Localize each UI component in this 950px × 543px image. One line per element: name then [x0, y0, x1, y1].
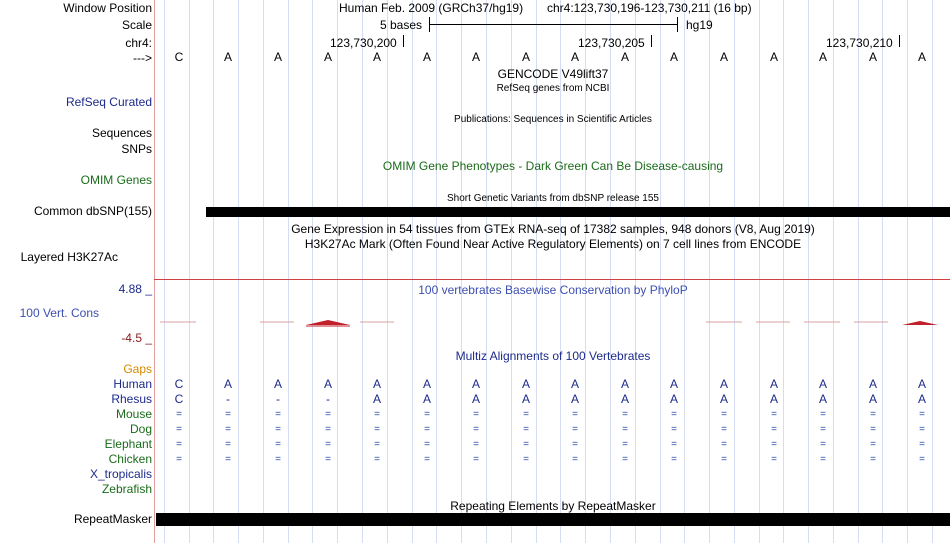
alignment-dash-dog: =	[870, 424, 876, 435]
rhesus-base: A	[570, 392, 579, 406]
scale-bar	[430, 24, 677, 25]
alignment-dash-dog: =	[473, 424, 479, 435]
ref-base: A	[868, 50, 877, 64]
label-scale: Scale	[121, 18, 152, 32]
ref-base: A	[570, 50, 579, 64]
alignment-dash-chicken: =	[721, 454, 727, 465]
human-base: A	[719, 377, 728, 391]
rhesus-base: A	[917, 392, 926, 406]
alignment-dash-chicken: =	[870, 454, 876, 465]
human-base: A	[868, 377, 877, 391]
alignment-dash-elephant: =	[622, 439, 628, 450]
alignment-dash-chicken: =	[473, 454, 479, 465]
phylop-wiggle	[156, 315, 950, 331]
alignment-dash-chicken: =	[771, 454, 777, 465]
human-base: A	[620, 377, 629, 391]
alignment-dash-mouse: =	[275, 409, 281, 420]
track-multiz-title[interactable]: Multiz Alignments of 100 Vertebrates	[455, 349, 651, 363]
alignment-dash-elephant: =	[671, 439, 677, 450]
label-strand-arrow: --->	[133, 51, 152, 65]
alignment-dash-dog: =	[820, 424, 826, 435]
ref-base: A	[372, 50, 381, 64]
alignment-dash-mouse: =	[919, 409, 925, 420]
alignment-dash-mouse: =	[374, 409, 380, 420]
alignment-dash-dog: =	[919, 424, 925, 435]
alignment-dash-mouse: =	[473, 409, 479, 420]
alignment-dash-elephant: =	[374, 439, 380, 450]
human-base: A	[521, 377, 530, 391]
human-base: A	[570, 377, 579, 391]
rhesus-base: -	[326, 392, 330, 406]
alignment-dash-chicken: =	[671, 454, 677, 465]
human-base: A	[471, 377, 480, 391]
label-common-dbsnp[interactable]: Common dbSNP(155)	[33, 204, 152, 218]
label-cons-max: 4.88 _	[118, 282, 152, 296]
human-base: A	[422, 377, 431, 391]
human-base: A	[669, 377, 678, 391]
label-snps[interactable]: SNPs	[121, 142, 152, 156]
ref-base: A	[769, 50, 778, 64]
human-base: C	[174, 377, 184, 391]
human-base: A	[769, 377, 778, 391]
label-sequences[interactable]: Sequences	[91, 126, 152, 140]
alignment-dash-elephant: =	[325, 439, 331, 450]
human-base: A	[917, 377, 926, 391]
coord-label-2: 123,730,205	[578, 36, 645, 50]
cons-top-line	[154, 279, 950, 280]
track-h3k27ac-title[interactable]: H3K27Ac Mark (Often Found Near Active Regulatory Elements) on 7 cell lines from ENCODE	[304, 237, 802, 251]
rhesus-base: -	[276, 392, 280, 406]
position-text: chr4:123,730,196-123,730,211 (16 bp)	[547, 1, 752, 15]
coord-tick-1	[403, 35, 404, 47]
ref-base: A	[719, 50, 728, 64]
human-base: A	[223, 377, 232, 391]
label-refseq-curated[interactable]: RefSeq Curated	[65, 95, 152, 109]
label-species-mouse[interactable]: Mouse	[115, 407, 152, 421]
rhesus-base: A	[372, 392, 381, 406]
alignment-dash-chicken: =	[572, 454, 578, 465]
alignment-dash-dog: =	[572, 424, 578, 435]
ref-base: A	[669, 50, 678, 64]
rhesus-base: A	[769, 392, 778, 406]
track-publications-title[interactable]: Publications: Sequences in Scientific Articles	[454, 114, 652, 125]
ref-base: A	[471, 50, 480, 64]
rhesus-base: A	[669, 392, 678, 406]
rhesus-base: A	[422, 392, 431, 406]
alignment-dash-mouse: =	[523, 409, 529, 420]
human-base: A	[273, 377, 282, 391]
alignment-dash-mouse: =	[424, 409, 430, 420]
dbsnp-feature-bar[interactable]	[206, 207, 950, 217]
label-omim-genes[interactable]: OMIM Genes	[80, 173, 152, 187]
alignment-dash-mouse: =	[820, 409, 826, 420]
rhesus-base: A	[620, 392, 629, 406]
label-species-human[interactable]: Human	[113, 377, 152, 391]
label-species-zebrafish[interactable]: Zebrafish	[101, 482, 152, 496]
track-phylop-title[interactable]: 100 vertebrates Basewise Conservation by PhyloP	[418, 283, 688, 297]
alignment-dash-chicken: =	[176, 454, 182, 465]
ref-base: C	[174, 50, 184, 64]
label-100-vert-cons[interactable]: 100 Vert. Cons	[19, 306, 99, 320]
alignment-dash-chicken: =	[374, 454, 380, 465]
label-species-x-tropicalis[interactable]: X_tropicalis	[89, 467, 152, 481]
rhesus-base: A	[719, 392, 728, 406]
alignment-dash-elephant: =	[870, 439, 876, 450]
rhesus-base: A	[471, 392, 480, 406]
rhesus-base: A	[521, 392, 530, 406]
label-window-position: Window Position	[63, 1, 152, 15]
alignment-dash-mouse: =	[176, 409, 182, 420]
alignment-dash-elephant: =	[275, 439, 281, 450]
alignment-dash-dog: =	[176, 424, 182, 435]
alignment-dash-dog: =	[771, 424, 777, 435]
ref-base: A	[917, 50, 926, 64]
alignment-dash-mouse: =	[225, 409, 231, 420]
human-base: A	[372, 377, 381, 391]
repeatmasker-feature-bar[interactable]	[156, 513, 950, 526]
alignment-dash-chicken: =	[275, 454, 281, 465]
rhesus-base: C	[174, 392, 184, 406]
alignment-dash-dog: =	[275, 424, 281, 435]
alignment-dash-elephant: =	[771, 439, 777, 450]
coord-tick-3	[899, 35, 900, 47]
label-layered-h3k27ac[interactable]: Layered H3K27Ac	[20, 250, 118, 264]
scale-bar-right-tick	[677, 17, 678, 32]
alignment-dash-dog: =	[622, 424, 628, 435]
track-gencode-title[interactable]: GENCODE V49lift37	[497, 67, 609, 81]
label-species-dog[interactable]: Dog	[129, 422, 152, 436]
ref-base: A	[223, 50, 232, 64]
rhesus-base: -	[226, 392, 230, 406]
ref-base: A	[521, 50, 530, 64]
track-omim-title[interactable]: OMIM Gene Phenotypes - Dark Green Can Be Disease-causing	[382, 159, 724, 173]
track-repeatmasker-title[interactable]: Repeating Elements by RepeatMasker	[450, 499, 656, 513]
ref-base: A	[620, 50, 629, 64]
ref-base: A	[818, 50, 827, 64]
human-base: A	[323, 377, 332, 391]
alignment-dash-elephant: =	[523, 439, 529, 450]
track-gtex-title[interactable]: Gene Expression in 54 tissues from GTEx RNA-seq of 17382 samples, 948 donors (V8, Aug 2019)	[291, 222, 815, 236]
label-species-chicken[interactable]: Chicken	[108, 452, 152, 466]
assembly-text: Human Feb. 2009 (GRCh37/hg19)	[339, 1, 524, 15]
alignment-dash-dog: =	[325, 424, 331, 435]
alignment-dash-mouse: =	[771, 409, 777, 420]
label-chr: chr4:	[125, 36, 152, 50]
alignment-dash-mouse: =	[622, 409, 628, 420]
alignment-dash-elephant: =	[424, 439, 430, 450]
alignment-dash-mouse: =	[870, 409, 876, 420]
alignment-dash-chicken: =	[225, 454, 231, 465]
coord-label-3: 123,730,210	[826, 36, 893, 50]
label-species-elephant[interactable]: Elephant	[104, 437, 152, 451]
ref-base: A	[273, 50, 282, 64]
label-cons-min: -4.5 _	[121, 331, 152, 345]
alignment-dash-chicken: =	[622, 454, 628, 465]
alignment-dash-chicken: =	[523, 454, 529, 465]
track-refseq-title[interactable]: RefSeq genes from NCBI	[496, 83, 610, 94]
alignment-dash-dog: =	[424, 424, 430, 435]
alignment-dash-mouse: =	[572, 409, 578, 420]
ref-base: A	[422, 50, 431, 64]
alignment-dash-dog: =	[523, 424, 529, 435]
label-gaps[interactable]: Gaps	[123, 362, 152, 376]
alignment-dash-elephant: =	[176, 439, 182, 450]
label-separator	[154, 0, 155, 543]
alignment-dash-elephant: =	[919, 439, 925, 450]
alignment-dash-elephant: =	[225, 439, 231, 450]
alignment-dash-chicken: =	[820, 454, 826, 465]
label-species-rhesus[interactable]: Rhesus	[111, 392, 152, 406]
alignment-dash-mouse: =	[721, 409, 727, 420]
track-dbsnp-title[interactable]: Short Genetic Variants from dbSNP release 155	[447, 193, 659, 204]
alignment-dash-elephant: =	[572, 439, 578, 450]
alignment-dash-elephant: =	[820, 439, 826, 450]
alignment-dash-dog: =	[721, 424, 727, 435]
alignment-dash-dog: =	[671, 424, 677, 435]
alignment-dash-mouse: =	[325, 409, 331, 420]
rhesus-base: A	[868, 392, 877, 406]
alignment-dash-chicken: =	[325, 454, 331, 465]
ref-base: A	[323, 50, 332, 64]
human-base: A	[818, 377, 827, 391]
alignment-dash-elephant: =	[473, 439, 479, 450]
coord-label-1: 123,730,200	[330, 36, 397, 50]
alignment-dash-chicken: =	[919, 454, 925, 465]
rhesus-base: A	[818, 392, 827, 406]
alignment-dash-dog: =	[225, 424, 231, 435]
scale-bases-text: 5 bases	[380, 18, 423, 32]
coord-tick-2	[651, 35, 652, 47]
alignment-dash-elephant: =	[721, 439, 727, 450]
alignment-dash-dog: =	[374, 424, 380, 435]
scale-db-text: hg19	[686, 18, 713, 32]
label-repeatmasker[interactable]: RepeatMasker	[73, 512, 152, 526]
alignment-dash-chicken: =	[424, 454, 430, 465]
alignment-dash-mouse: =	[671, 409, 677, 420]
